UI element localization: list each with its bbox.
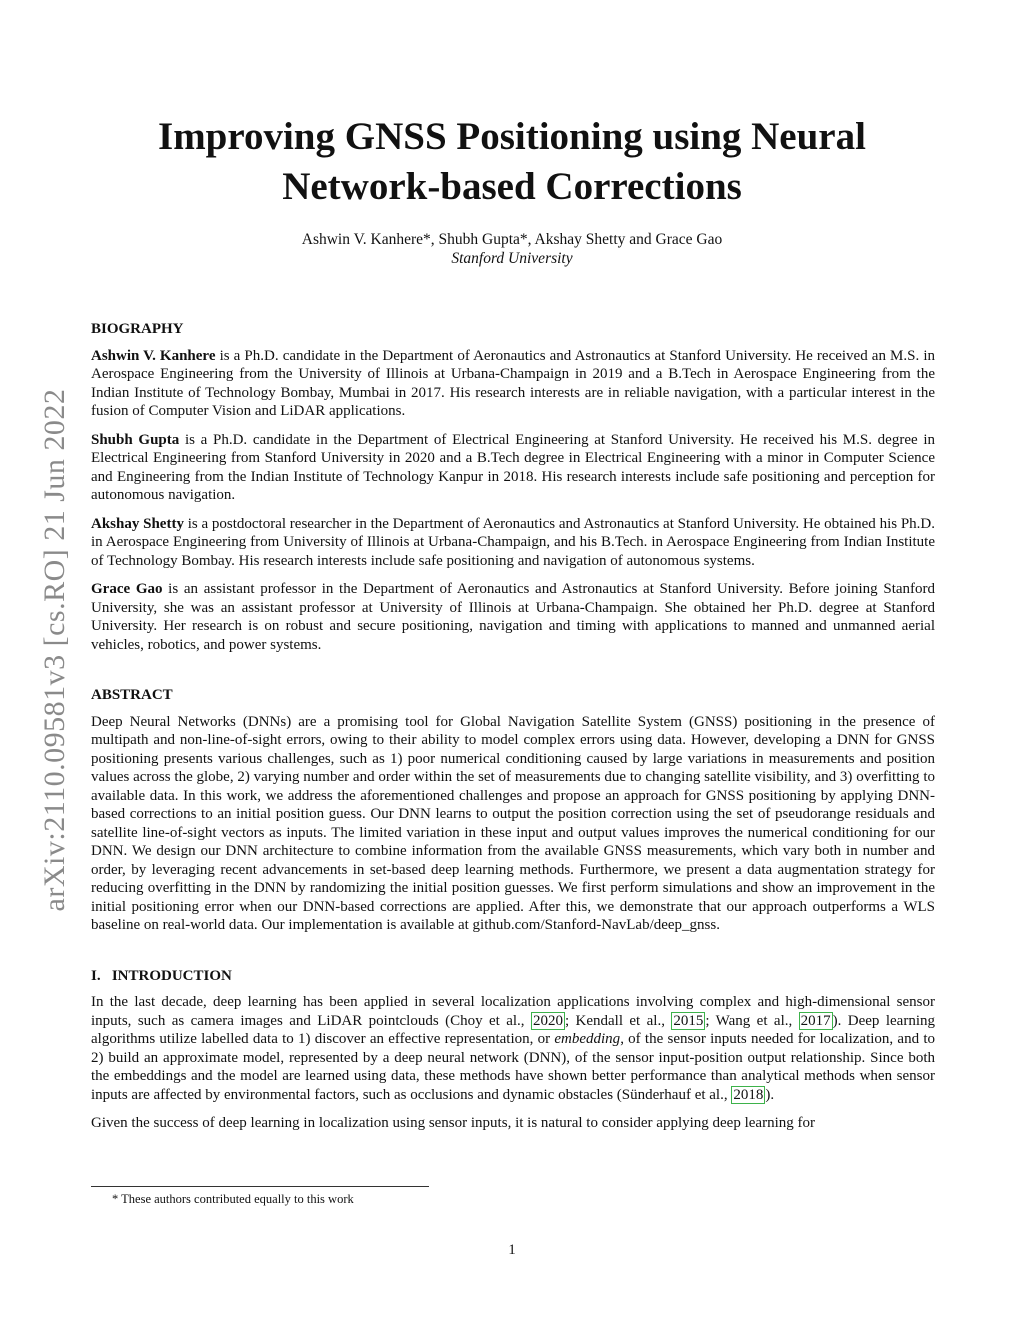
intro-paragraph-1 [91,993,935,1104]
bio-name: Akshay Shetty [91,515,184,532]
citation-link[interactable]: 2015 [673,1012,704,1029]
bio-entry [91,580,935,654]
emphasis-term: embedding [554,1031,621,1047]
text-run: ; Kendall et al., [564,1012,672,1029]
bio-text: is a postdoctoral researcher in the Department of Aeronautics and Astronautics at Stanford University. He obtained his Ph.D. in Aerospace Engineering from University of Illinois at Urbana-Champaign, and his B.Tech. in Aerospace Engineering from Indian Institute of Technology Bombay. His research interests include safe positioning and navigation of autonomous systems. [91,515,936,569]
bio-name: Grace Gao [91,581,163,597]
text-run: ). [765,1086,775,1103]
bio-name: Shubh Gupta [91,431,180,448]
author-list: Ashwin V. Kanhere*, Shubh Gupta*, Akshay Shetty and Grace Gao [301,231,723,248]
text-run: , of the sensor inputs needed for localization, and to 2) build an approximate model, represented by a deep neural network (DNN), of the sensor input-position output relationship. Since both the embeddings and the model are learned using data, these methods have shown better performance than analytical methods when sensor inputs are affected by environmental factors, such as occlusions and dynamic obstacles (Sünderhauf et al., [91,1031,935,1103]
bio-text: is an assistant professor in the Department of Aeronautics and Astronautics at Stanford University. Before joining Stanford University, she was an assistant professor at University of Illinois at Urbana-Champaign. She obtained her Ph.D. degree at Stanford University. Her research is on robust and secure positioning, navigation and timing with applications to manned and unmanned aerial vehicles, robotics, and power systems. [91,581,936,653]
footnote: * These authors contributed equally to this work [112,1192,354,1206]
bio-name: Ashwin V. Kanhere [91,347,216,364]
text-run: ). Deep learning algorithms utilize labelled data to 1) discover an effective representation, or [91,1012,935,1047]
title-line-1: Improving GNSS Positioning using Neural [158,115,866,158]
biography-heading: BIOGRAPHY [91,321,184,337]
arxiv-identifier: arXiv:2110.09581v3 [cs.RO] 21 Jun 2022 [38,388,71,912]
page-number: 1 [508,1242,516,1258]
citation-link[interactable]: 2018 [733,1086,764,1103]
text-run: ; Wang et al., [705,1012,799,1029]
introduction-heading: I. INTRODUCTION [91,967,232,984]
abstract-text: Deep Neural Networks (DNNs) are a promising tool for Global Navigation Satellite System (GNSS) positioning in the presence of multipath and non-line-of-sight errors, owing to their ability to model complex errors using data. However, developing a DNN for GNSS positioning presents various challenges, such as 1) poor numerical conditioning caused by large variations in measurements and position values across the globe, 2) varying number and order within the set of measurements due to changing satellite visibility, and 3) overfitting to available data. In this work, we address the aforementioned challenges and propose an approach for GNSS positioning by applying DNN-based corrections to an initial position guess. Our DNN learns to output the position correction using the set of pseudorange residuals and satellite line-of-sight vectors as inputs. The limited variation in these input and output values improves the numerical conditioning for our DNN. We design our DNN architecture to combine information from the available GNSS measurements, which vary both in number and order, by leveraging recent advancements in set-based deep learning methods. Furthermore, we present a data augmentation strategy for reducing overfitting in the DNN by randomizing the initial position guesses. We first perform simulations and show an improvement in the initial positioning error when our DNN-based corrections are applied. After this, we demonstrate that our approach outperforms a WLS baseline on real-world data. Our implementation is available at github.com/Stanford-NavLab/deep_gnss. [91,713,935,933]
bio-entry [91,431,935,505]
citation-link[interactable]: 2017 [800,1012,831,1029]
abstract-heading: ABSTRACT [91,687,173,703]
citation-link[interactable]: 2020 [532,1012,563,1029]
bio-entry [91,515,935,571]
bio-text: is a Ph.D. candidate in the Department of Aeronautics and Astronautics at Stanford University. He received an M.S. in Aerospace Engineering from the University of Illinois at Urbana-Champaign in 2019 and a B.Tech in Aerospace Engineering from the Indian Institute of Technology Bombay, Mumbai in 2017. His research interests are in reliable navigation, with a particular interest in the fusion of Computer Vision and LiDAR applications. [91,347,936,419]
author-block [120,230,904,268]
title-line-2: Network-based Corrections [282,165,742,208]
bio-text: is a Ph.D. candidate in the Department of Electrical Engineering at Stanford University. He received his M.S. degree in Electrical Engineering from Stanford University in 2020 and a B.Tech degree in Electrical Engineering with a minor in Computer Science and Engineering from the Indian Institute of Technology Kanpur in 2018. His research interests include safe positioning and perception for autonomous navigation. [91,431,935,503]
footnote-divider [91,1186,429,1187]
intro-paragraph-2: Given the success of deep learning in localization using sensor inputs, it is natural to consider applying deep learning for [91,1115,815,1131]
bio-entry [91,347,935,421]
affiliation: Stanford University [451,250,573,267]
text-run: In the last decade, deep learning has been applied in several localization applications involving complex and high-dimensional sensor inputs, such as camera images and LiDAR pointclouds (Choy et al., [91,994,935,1029]
main-content [91,320,935,1143]
paper-title [120,112,904,212]
